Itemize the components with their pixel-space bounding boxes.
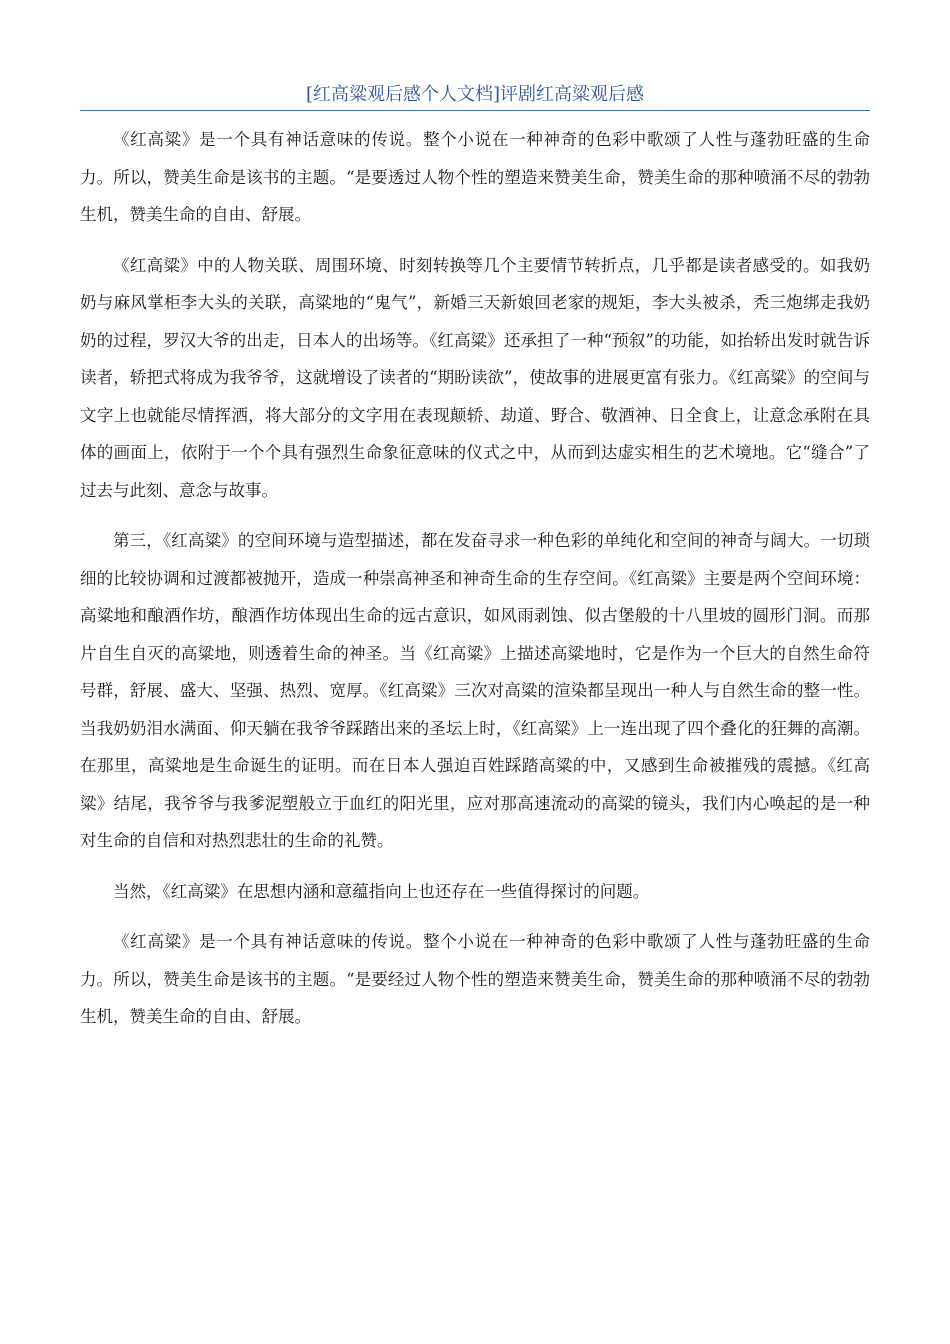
paragraph-5: 《红高粱》是一个具有神话意味的传说。整个小说在一种神奇的色彩中歌颂了人性与蓬勃旺盛的生命力。所以，赞美生命是该书的主题。“是要经过人物个性的塑造来赞美生命，赞美生命的那种喷涌不尽的勃勃生机，赞美生命的自由、舒展。: [80, 932, 870, 1026]
paragraph-1: 《红高粱》是一个具有神话意味的传说。整个小说在一种神奇的色彩中歌颂了人性与蓬勃旺盛的生命力。所以，赞美生命是该书的主题。“是要透过人物个性的塑造来赞美生命，赞美生命的那种喷涌不尽的勃勃生机，赞美生命的自由、舒展。: [80, 130, 870, 224]
document-body: [80, 121, 870, 1036]
paragraph-3: 第三，《红高粱》的空间环境与造型描述，都在发奋寻求一种色彩的单纯化和空间的神奇与阔大。一切琐细的比较协调和过渡都被抛开，造成一种崇高神圣和神奇生命的生存空间。《红高粱》主要是两个空间环境：高粱地和酿酒作坊，酿酒作坊体现出生命的远古意识，如风雨剥蚀、似古堡般的十八里坡的圆形门洞。而那片自生自灭的高粱地，则透着生命的神圣。当《红高粱》上描述高粱地时，它是作为一个巨大的自然生命符号群，舒展、盛大、坚强、热烈、宽厚。《红高粱》三次对高粱的渲染都呈现出一种人与自然生命的整一性。当我奶奶泪水满面、仰天躺在我爷爷踩踏出来的圣坛上时，《红高粱》上一连出现了四个叠化的狂舞的高潮。在那里，高粱地是生命诞生的证明。而在日本人强迫百姓踩踏高粱的中，又感到生命被摧残的震撼。《红高粱》结尾，我爷爷与我爹泥塑般立于血红的阳光里，应对那高速流动的高粱的镜头，我们内心唤起的是一种对生命的自信和对热烈悲壮的生命的礼赞。: [80, 531, 870, 850]
paragraph-4: 当然，《红高粱》在思想内涵和意蕴指向上也还存在一些值得探讨的问题。: [113, 881, 650, 901]
header-divider: [80, 110, 870, 111]
paragraph-2: 《红高粱》中的人物关联、周围环境、时刻转换等几个主要情节转折点，几乎都是读者感受的。如我奶奶与麻风掌柜李大头的关联，高粱地的“鬼气”，新婚三天新娘回老家的规矩，李大头被杀，秃三炮绑走我奶奶的过程，罗汉大爷的出走，日本人的出场等。《红高粱》还承担了一种“预叙”的功能，如抬轿出发时就告诉读者，轿把式将成为我爷爷，这就增设了读者的“期盼读欲”，使故事的进展更富有张力。《红高粱》的空间与文字上也就能尽情挥洒，将大部分的文字用在表现颠轿、劫道、野合、敬酒神、日全食上，让意念承附在具体的画面上，依附于一个个具有强烈生命象征意味的仪式之中，从而到达虚实相生的艺术境地。它“缝合”了过去与此刻、意念与故事。: [80, 255, 870, 500]
page-header-title: [红高粱观后感个人文档]评剧红高粱观后感: [305, 84, 645, 105]
